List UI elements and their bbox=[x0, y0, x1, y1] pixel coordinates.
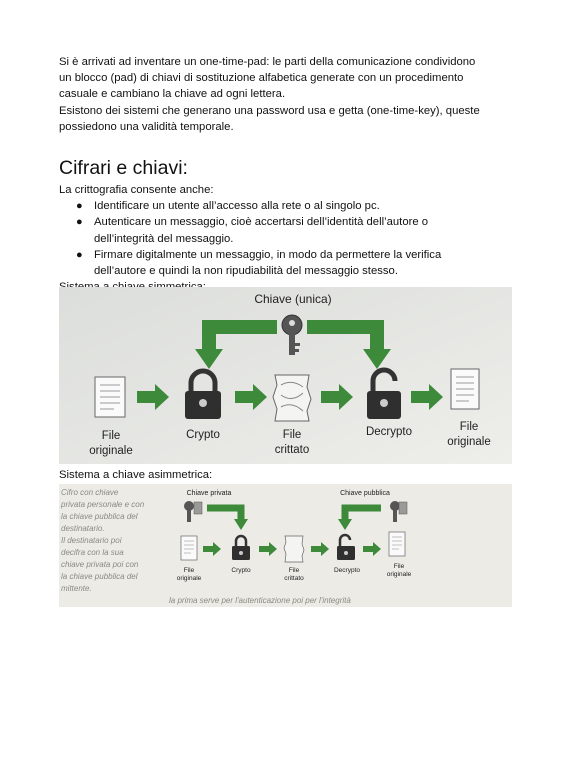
handwritten-line: destinatario. bbox=[61, 524, 105, 533]
bullet-item bbox=[59, 247, 514, 279]
handwritten-line: chiave privata poi con bbox=[61, 560, 139, 569]
asymmetric-key-diagram bbox=[59, 484, 512, 607]
bullet-item bbox=[59, 198, 514, 214]
file-icon bbox=[181, 536, 197, 560]
handwritten-line: Il destinatario poi bbox=[61, 536, 122, 545]
bullet-text: Identificare un utente all’accesso alla rete o al singolo pc. bbox=[94, 200, 380, 213]
handwritten-line: la chiave pubblica del bbox=[61, 512, 138, 521]
file-icon bbox=[95, 377, 125, 417]
crypto-label: Crypto bbox=[186, 429, 220, 441]
private-key-label: Chiave privata bbox=[186, 490, 232, 497]
bullet-item bbox=[59, 214, 514, 246]
handwritten-line: Cifro con chiave bbox=[61, 488, 119, 497]
text-line: casuale e cambiano la chiave ad ogni lettera. bbox=[59, 88, 286, 101]
handwritten-line: la prima serve per l'autenticazione poi per l'integrità bbox=[169, 596, 351, 605]
bullet-list bbox=[59, 198, 514, 279]
file-original-label: originale bbox=[386, 571, 412, 578]
file-original-label: originale bbox=[89, 445, 133, 457]
encrypted-file-icon bbox=[273, 375, 311, 421]
document-body bbox=[59, 54, 514, 295]
intro-paragraph-1 bbox=[59, 54, 514, 103]
text-line: Esistono dei sistemi che generano una password usa e getta (one-time-key), queste bbox=[59, 104, 480, 117]
file-encrypted-label: File bbox=[282, 429, 302, 441]
handwritten-line: mittente. bbox=[61, 584, 92, 593]
file-original-label: originale bbox=[176, 575, 202, 582]
handwritten-line: decifra con la sua bbox=[61, 548, 124, 557]
text-line: possiedono una validità temporale. bbox=[59, 120, 234, 133]
bullet-dot-icon: ● bbox=[76, 216, 83, 229]
file-icon bbox=[389, 532, 405, 556]
handwritten-line: la chiave pubblica del bbox=[61, 572, 138, 581]
bullet-text: Autenticare un messaggio, cioè accertarsi dell’identità dell’autore o bbox=[94, 216, 429, 229]
file-original-label: File bbox=[393, 563, 405, 570]
file-encrypted-label: File bbox=[288, 567, 300, 574]
bullet-text: dell’integrità del messaggio. bbox=[94, 232, 234, 245]
bullet-dot-icon: ● bbox=[76, 248, 83, 261]
intro-paragraph-2 bbox=[59, 103, 514, 135]
file-encrypted-label: crittato bbox=[284, 575, 304, 582]
asymmetric-label: Sistema a chiave asimmetrica: bbox=[59, 469, 213, 481]
crypto-label: Crypto bbox=[231, 567, 251, 574]
text-line: Si è arrivati ad inventare un one-time-pad: le parti della comunicazione condividono bbox=[59, 56, 476, 68]
section-lead: La crittografia consente anche: bbox=[59, 184, 214, 197]
bullet-dot-icon: ● bbox=[76, 200, 83, 213]
file-original-label: File bbox=[183, 567, 195, 574]
file-encrypted-label: crittato bbox=[274, 444, 310, 456]
file-original-label: File bbox=[101, 430, 121, 442]
public-key-label: Chiave pubblica bbox=[340, 490, 390, 497]
text-line: un blocco (pad) di chiavi di sostituzione alfabetica generate con un procedimento bbox=[59, 72, 464, 85]
file-icon bbox=[451, 369, 479, 409]
symmetric-diagram-svg bbox=[59, 287, 512, 464]
key-label: Chiave (unica) bbox=[254, 292, 332, 306]
file-original-label: originale bbox=[447, 436, 491, 448]
symmetric-key-diagram bbox=[59, 287, 512, 464]
bullet-text: dell’autore e quindi la non ripudiabilità del messaggio stesso. bbox=[94, 265, 398, 278]
section-heading: Cifrari e chiavi: bbox=[59, 157, 188, 180]
decrypto-label: Decrypto bbox=[333, 567, 361, 574]
file-original-label: File bbox=[459, 421, 479, 433]
encrypted-file-icon bbox=[284, 536, 304, 562]
handwritten-line: privata personale e con bbox=[61, 500, 145, 509]
decrypto-label: Decrypto bbox=[365, 426, 413, 438]
asymmetric-diagram-svg bbox=[59, 484, 512, 607]
bullet-text: Firmare digitalmente un messaggio, in modo da permettere la verifica bbox=[94, 248, 442, 261]
